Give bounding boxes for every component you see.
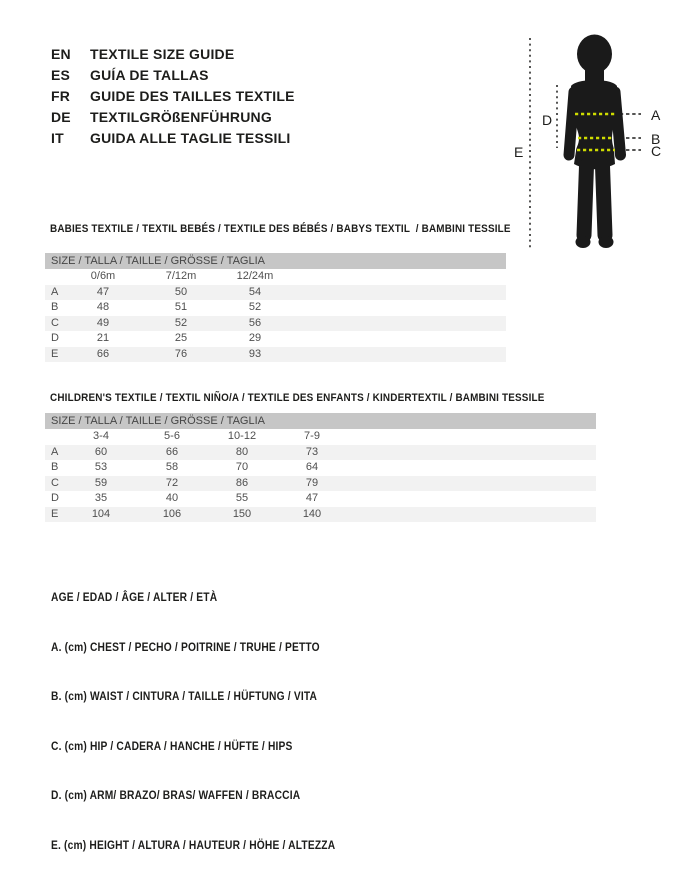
language-code: EN (51, 46, 71, 62)
language-label: TEXTILGRÖßENFÜHRUNG (90, 109, 272, 125)
legend-item: B. (cm) WAIST / CINTURA / TAILLE / HÜFTUNG / VITA (51, 691, 318, 703)
language-code: ES (51, 67, 71, 83)
cell: 150 (232, 507, 252, 520)
table-row (45, 476, 596, 492)
cell: 76 (174, 347, 188, 360)
language-row (51, 44, 295, 65)
language-list (51, 44, 295, 149)
column-header: 10-12 (227, 430, 257, 442)
figure-label-E: E (514, 144, 524, 160)
silhouette-left-foot (576, 236, 591, 248)
legend-item: A. (cm) CHEST / PECHO / POITRINE / TRUHE / PETTO (51, 641, 320, 654)
cell: 53 (94, 461, 108, 473)
table-row (45, 316, 506, 332)
legend-item: D. (cm) ARM/ BRAZO/ BRAS/ WAFFEN / BRACCIA (51, 790, 301, 802)
cell: 29 (248, 332, 262, 344)
language-row (51, 128, 295, 149)
cell: 72 (165, 476, 179, 489)
language-row (51, 86, 295, 107)
silhouette-right-leg (603, 166, 606, 235)
cell: 58 (165, 461, 179, 473)
figure-label-C: C (651, 143, 662, 159)
column-header: 12/24m (236, 270, 274, 282)
cell: 70 (235, 461, 249, 473)
language-code: IT (51, 130, 64, 146)
language-label: GUIDE DES TAILLES TEXTILE (90, 88, 295, 104)
cell: 49 (96, 316, 110, 329)
row-label: D (51, 492, 59, 504)
table-row (45, 507, 596, 523)
figure-label-A: A (651, 107, 661, 123)
cell: 59 (94, 476, 108, 489)
column-header-row (45, 269, 506, 285)
table-row (45, 347, 506, 363)
cell: 60 (94, 445, 108, 458)
row-label: A (51, 285, 59, 298)
column-header: 0/6m (90, 270, 116, 282)
row-label: B (51, 461, 59, 473)
cell: 47 (305, 492, 319, 504)
column-header: 7/12m (165, 270, 197, 282)
row-label: E (51, 347, 59, 360)
children-table-title: CHILDREN'S TEXTILE / TEXTIL NIÑO/A / TEXTILE DES ENFANTS / KINDERTEXTIL / BAMBINI TESSILE (50, 392, 545, 404)
cell: 64 (305, 461, 319, 473)
child-silhouette (569, 35, 621, 249)
figure-label-B: B (651, 131, 661, 147)
legend-item: C. (cm) HIP / CADERA / HANCHE / HÜFTE / HIPS (51, 740, 293, 753)
cell: 104 (91, 507, 111, 520)
table-row (45, 300, 506, 316)
silhouette-left-arm (569, 92, 574, 155)
cell: 66 (165, 445, 179, 458)
language-code: FR (51, 88, 71, 104)
silhouette-right-foot (599, 236, 614, 248)
legend-item: E. (cm) HEIGHT / ALTURA / HAUTEUR / HÖHE / ALTEZZA (51, 839, 336, 852)
cell: 52 (248, 301, 262, 313)
cell: 66 (96, 347, 110, 360)
cell: 54 (248, 285, 262, 298)
cell: 79 (305, 476, 319, 489)
row-label: A (51, 445, 59, 458)
cell: 51 (174, 301, 188, 313)
cell: 35 (94, 492, 108, 504)
cell: 56 (248, 316, 262, 329)
language-label: TEXTILE SIZE GUIDE (90, 46, 235, 62)
column-header: 7-9 (304, 430, 320, 442)
language-label: GUÍA DE TALLAS (90, 67, 209, 83)
size-header-bar: SIZE / TALLA / TAILLE / GRÖSSE / TAGLIA (45, 413, 596, 429)
cell: 40 (165, 492, 179, 504)
table-row (45, 491, 596, 507)
language-row (51, 107, 295, 128)
silhouette-right-arm (615, 92, 621, 155)
cell: 48 (96, 301, 110, 313)
cell: 21 (96, 332, 110, 344)
cell: 52 (174, 316, 188, 329)
child-silhouette-diagram (495, 28, 700, 260)
column-header: 3-4 (93, 430, 109, 442)
children-size-table (45, 413, 596, 522)
silhouette-left-leg (584, 166, 587, 235)
babies-size-table (45, 253, 506, 362)
language-code: DE (51, 109, 71, 125)
measurement-figure (495, 28, 700, 260)
language-label: GUIDA ALLE TAGLIE TESSILI (90, 130, 291, 146)
language-row (51, 65, 295, 86)
cell: 25 (174, 332, 188, 344)
cell: 86 (235, 476, 249, 489)
measurement-legend (51, 557, 335, 871)
column-header-row (45, 429, 596, 445)
size-header-bar: SIZE / TALLA / TAILLE / GRÖSSE / TAGLIA (45, 253, 506, 269)
cell: 55 (235, 492, 249, 504)
row-label: E (51, 507, 59, 520)
cell: 73 (305, 445, 319, 458)
cell: 80 (235, 445, 249, 458)
figure-label-D: D (542, 112, 553, 128)
cell: 106 (162, 507, 182, 520)
cell: 93 (248, 347, 262, 360)
table-row (45, 331, 506, 347)
column-header: 5-6 (164, 430, 180, 442)
table-row (45, 445, 596, 461)
row-label: C (51, 476, 59, 489)
table-row (45, 460, 596, 476)
legend-age-line: AGE / EDAD / ÂGE / ALTER / ETÀ (51, 592, 218, 604)
cell: 47 (96, 285, 110, 298)
cell: 140 (302, 507, 322, 520)
row-label: D (51, 332, 59, 344)
babies-table-title: BABIES TEXTILE / TEXTIL BEBÉS / TEXTILE DES BÉBÉS / BABYS TEXTIL / BAMBINI TESSILE (50, 223, 511, 235)
cell: 50 (174, 285, 188, 298)
row-label: C (51, 316, 59, 329)
row-label: B (51, 301, 59, 313)
table-row (45, 285, 506, 301)
